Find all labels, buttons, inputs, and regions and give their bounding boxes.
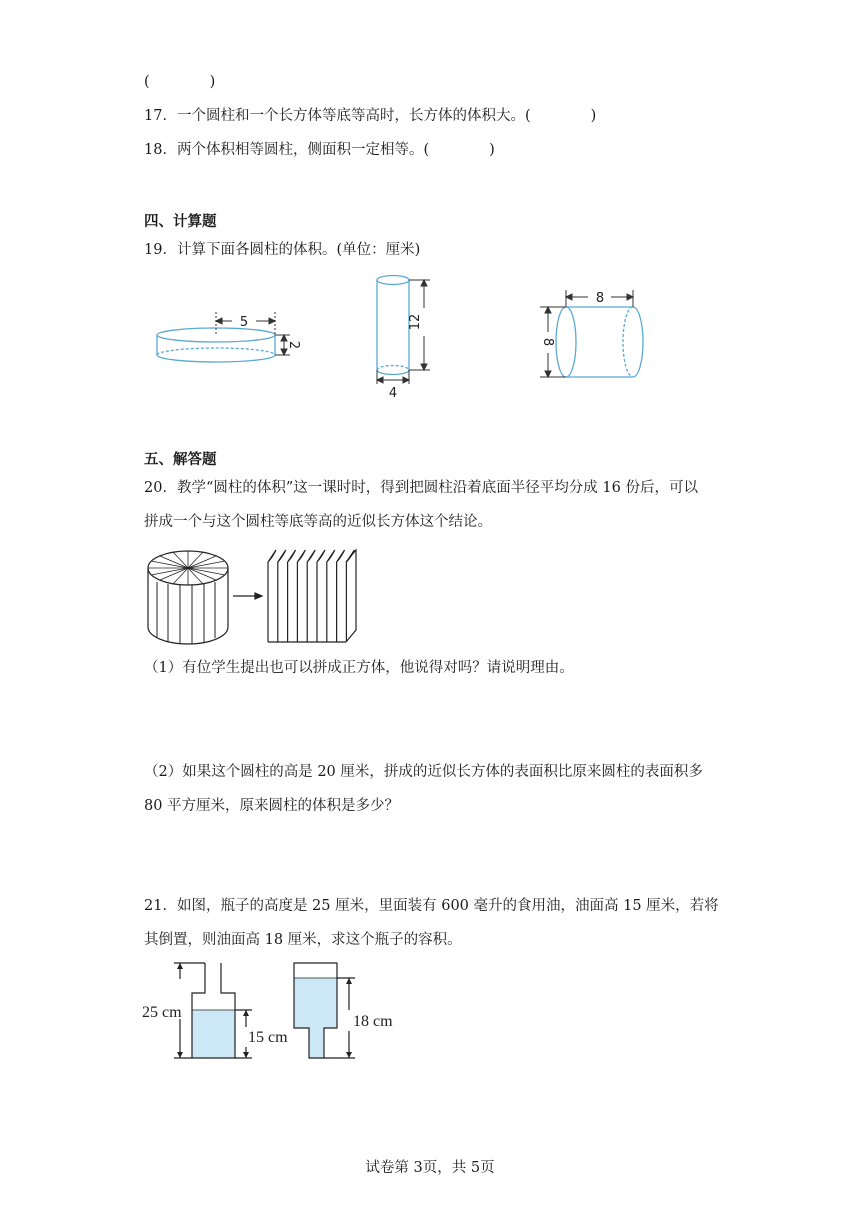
cuboid-slices xyxy=(268,550,354,642)
question-17-text: 17．一个圆柱和一个长方体等底等高时，长方体的体积大。( xyxy=(144,108,531,124)
cuboid-slice xyxy=(288,550,296,642)
cylinder2-height-label: 12 xyxy=(408,313,423,331)
question-19-text: 19．计算下面各圆柱的体积。(单位：厘米) xyxy=(144,242,421,258)
paren-open: ( xyxy=(144,74,150,90)
question-18 xyxy=(144,140,495,160)
cylinder1-height-label: 2 xyxy=(286,340,301,350)
cylinder3-left-face xyxy=(556,307,576,377)
cylinder1-radius-label: 5 xyxy=(239,315,249,330)
page-footer: 试卷第 3页，共 5页 xyxy=(365,1160,495,1176)
oil-height-label: 15 cm xyxy=(248,1029,288,1046)
cuboid-slice xyxy=(278,550,286,642)
cylinder-to-cuboid-figure xyxy=(0,540,860,650)
question-20-sub2-line2: 80 平方厘米，原来圆柱的体积是多少？ xyxy=(144,798,400,814)
question-17 xyxy=(144,106,596,126)
cuboid-slice xyxy=(317,550,325,642)
question-20-line1: 20．教学“圆柱的体积”这一课时时，得到把圆柱沿着底面半径平均分成 16 份后，可以 xyxy=(144,480,698,496)
inverted-bottle-oil-neck xyxy=(309,1028,324,1058)
question-18-text: 18．两个体积相等圆柱，侧面积一定相等。( xyxy=(144,142,430,158)
paren-close: ) xyxy=(590,108,597,124)
cylinder-side-lines xyxy=(157,582,215,644)
cuboid-slice xyxy=(337,550,345,642)
upright-bottle-oil xyxy=(192,1010,235,1058)
cuboid-slice xyxy=(327,550,335,642)
question-21-line2: 其倒置，则油面高 18 厘米，求这个瓶子的容积。 xyxy=(144,932,462,948)
question-21-line1: 21．如图，瓶子的高度是 25 厘米，里面装有 600 毫升的食用油，油面高 15 厘米，若将 xyxy=(144,898,719,914)
question-20-sub1: （1）有位学生提出也可以拼成正方体，他说得对吗？请说明理由。 xyxy=(144,660,574,676)
cuboid-slice xyxy=(268,550,276,642)
paren-close: ) xyxy=(489,142,495,158)
inverted-oil-height-label: 18 cm xyxy=(353,1013,393,1030)
bottles-figure xyxy=(0,955,860,1065)
question-20-line2: 拼成一个与这个圆柱等底等高的近似长方体这个结论。 xyxy=(144,514,492,530)
cuboid-slice xyxy=(297,550,305,642)
paren-close: ) xyxy=(209,74,216,90)
cylinders-figure xyxy=(0,260,860,400)
previous-question-answer-blank xyxy=(144,72,215,92)
section-heading-calculation: 四、计算题 xyxy=(144,213,217,230)
cylinder2-diameter-label: 4 xyxy=(388,386,398,401)
cuboid-slice xyxy=(346,550,354,642)
question-20-sub2-line1: （2）如果这个圆柱的高是 20 厘米，拼成的近似长方体的表面积比原来圆柱的表面积多 xyxy=(144,764,703,780)
cylinder-slice-lines xyxy=(148,551,228,585)
bottle-height-label: 25 cm xyxy=(142,1004,182,1021)
cylinder3-length-label: 8 xyxy=(595,291,605,306)
section-heading-word-problems: 五、解答题 xyxy=(144,451,217,468)
cylinder2-top xyxy=(377,276,409,285)
inverted-bottle-oil-body xyxy=(294,978,337,1028)
cylinder3-diameter-label: 8 xyxy=(540,337,555,347)
cuboid-slice xyxy=(307,550,315,642)
